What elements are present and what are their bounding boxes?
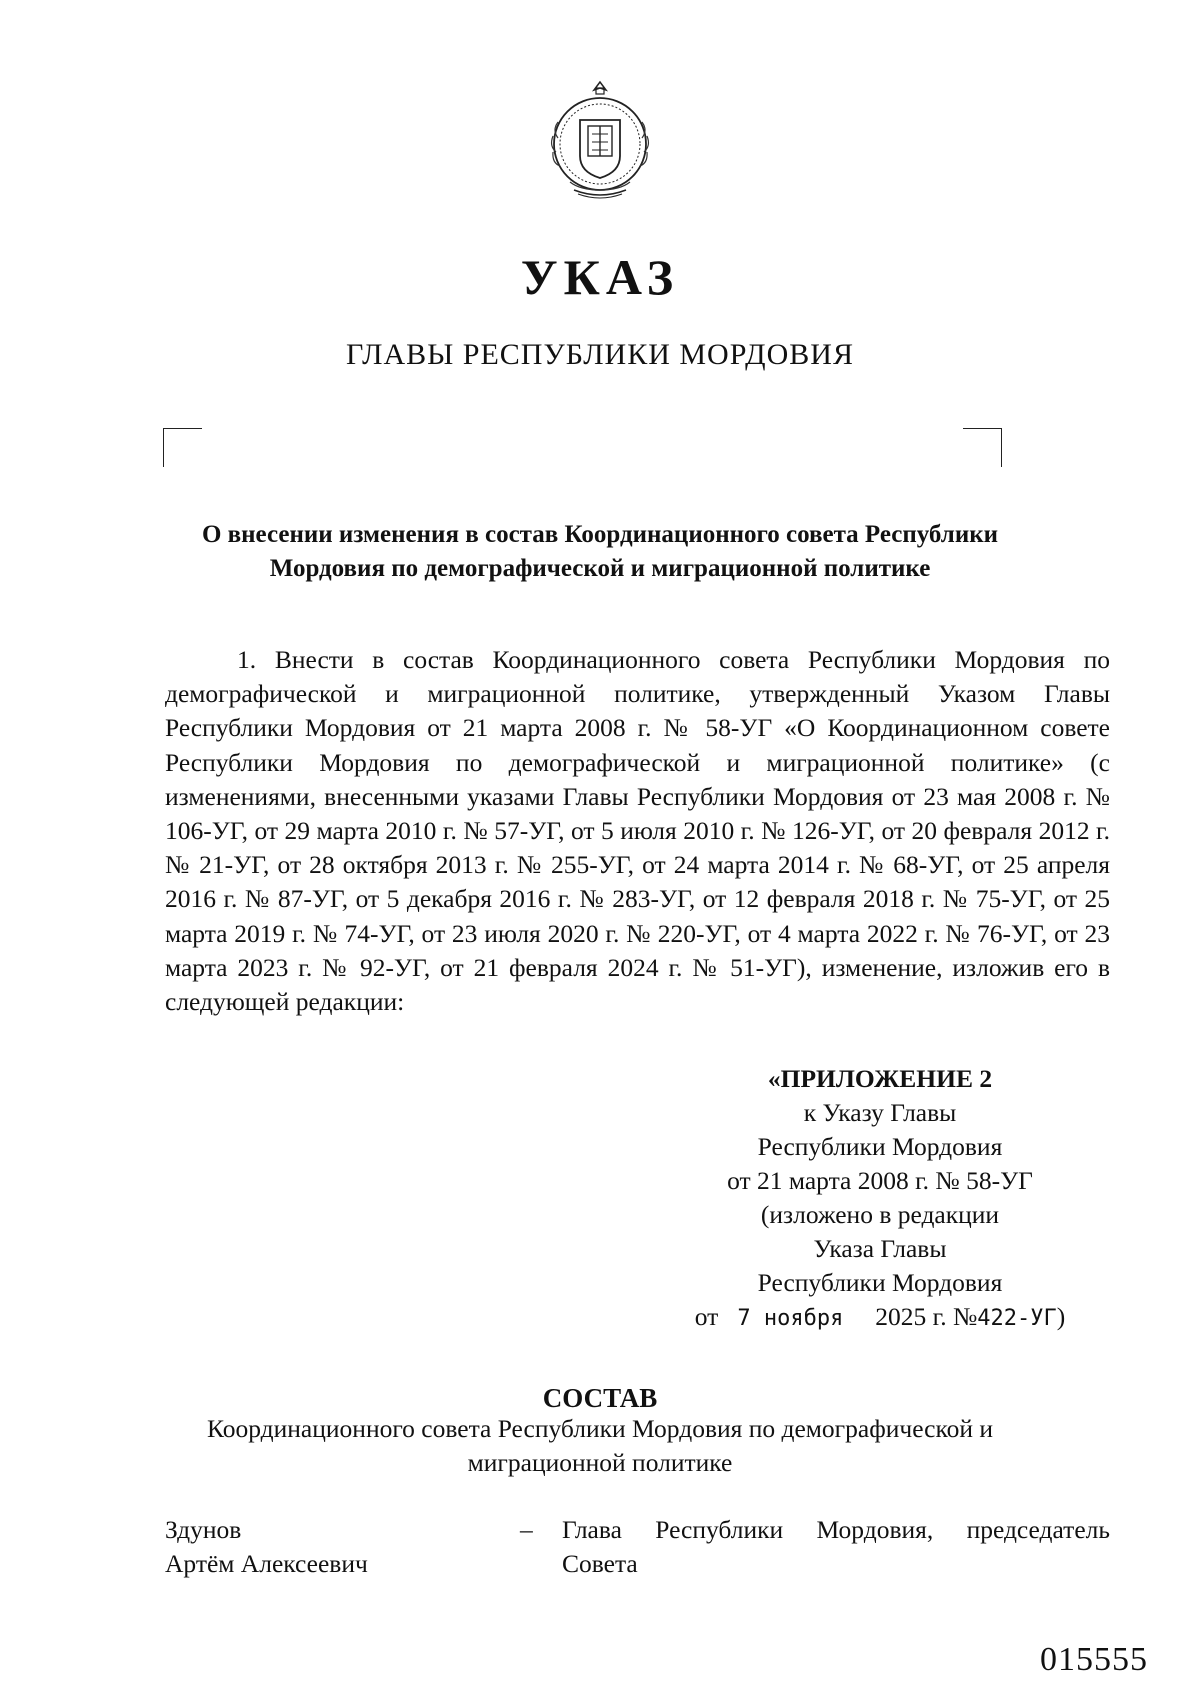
appendix-date-number: 422-УГ: [977, 1306, 1057, 1331]
appendix-block: [640, 1062, 1120, 1336]
appendix-date-prefix: от: [694, 1302, 719, 1331]
appendix-line: к Указу Главы: [803, 1098, 957, 1127]
appendix-date-year: 2025 г. №: [875, 1302, 978, 1331]
coat-of-arms-emblem: [540, 78, 660, 206]
document-title: УКАЗ: [520, 249, 680, 305]
decree-heading-line: О внесении изменения в состав Координационного совета Республики: [201, 521, 999, 548]
appendix-line: Республики Мордовия: [757, 1132, 1003, 1161]
member-name: [165, 1513, 495, 1581]
member-given-names: Артём Алексеевич: [165, 1549, 368, 1578]
member-surname: Здунов: [165, 1515, 242, 1544]
appendix-date-suffix: ): [1056, 1302, 1066, 1331]
appendix-line: Указа Главы: [813, 1234, 947, 1263]
composition-subtitle: Координационного совета Республики Мордовия по демографической и миграционной политике: [207, 1414, 993, 1477]
bracket-corner-right: [963, 428, 1002, 467]
appendix-line: от 21 марта 2008 г. № 58-УГ: [727, 1166, 1033, 1195]
page-number: 015555: [1040, 1641, 1148, 1678]
member-dash: –: [520, 1515, 533, 1544]
appendix-line: Республики Мордовия: [757, 1268, 1003, 1297]
appendix-date-line: [640, 1300, 1120, 1336]
bracket-corner-left: [163, 428, 202, 467]
decree-heading-line: Мордовия по демографической и миграционной политике: [269, 555, 931, 582]
document-subtitle: ГЛАВЫ РЕСПУБЛИКИ МОРДОВИЯ: [346, 338, 854, 371]
appendix-date-day: 7 ноября: [737, 1306, 844, 1331]
decree-heading: [150, 518, 1050, 586]
appendix-title: «ПРИЛОЖЕНИЕ 2: [767, 1064, 993, 1093]
decree-paragraph: 1. Внести в состав Координационного совета Республики Мордовия по демографической и миграционной политике, утвержденный Указом Главы Республики Мордовия от 21 марта 2008 г. № 58-УГ «О Координационном совете Республики Мордовия по демографической и миграционной политике» (с изменениями, внесенными указами Главы Республики Мордовия от 23 мая 2008 г. № 106-УГ, от 29 марта 2010 г. № 57-УГ, от 5 июля 2010 г. № 126-УГ, от 20 февраля 2012 г. № 21-УГ, от 28 октября 2013 г. № 255-УГ, от 24 марта 2014 г. № 68-УГ, от 25 апреля 2016 г. № 87-УГ, от 5 декабря 2016 г. № 283-УГ, от 12 февраля 2018 г. № 75-УГ, от 25 марта 2019 г. № 74-УГ, от 23 июля 2020 г. № 220-УГ, от 4 марта 2022 г. № 76-УГ, от 23 марта 2023 г. № 92-УГ, от 21 февраля 2024 г. № 51-УГ), изменение, изложив его в следующей редакции:: [165, 645, 1110, 1017]
appendix-line: (изложено в редакции: [760, 1200, 1000, 1229]
member-role: Глава Республики Мордовия, председатель Совета: [562, 1515, 1110, 1578]
composition-title: СОСТАВ: [542, 1383, 658, 1413]
